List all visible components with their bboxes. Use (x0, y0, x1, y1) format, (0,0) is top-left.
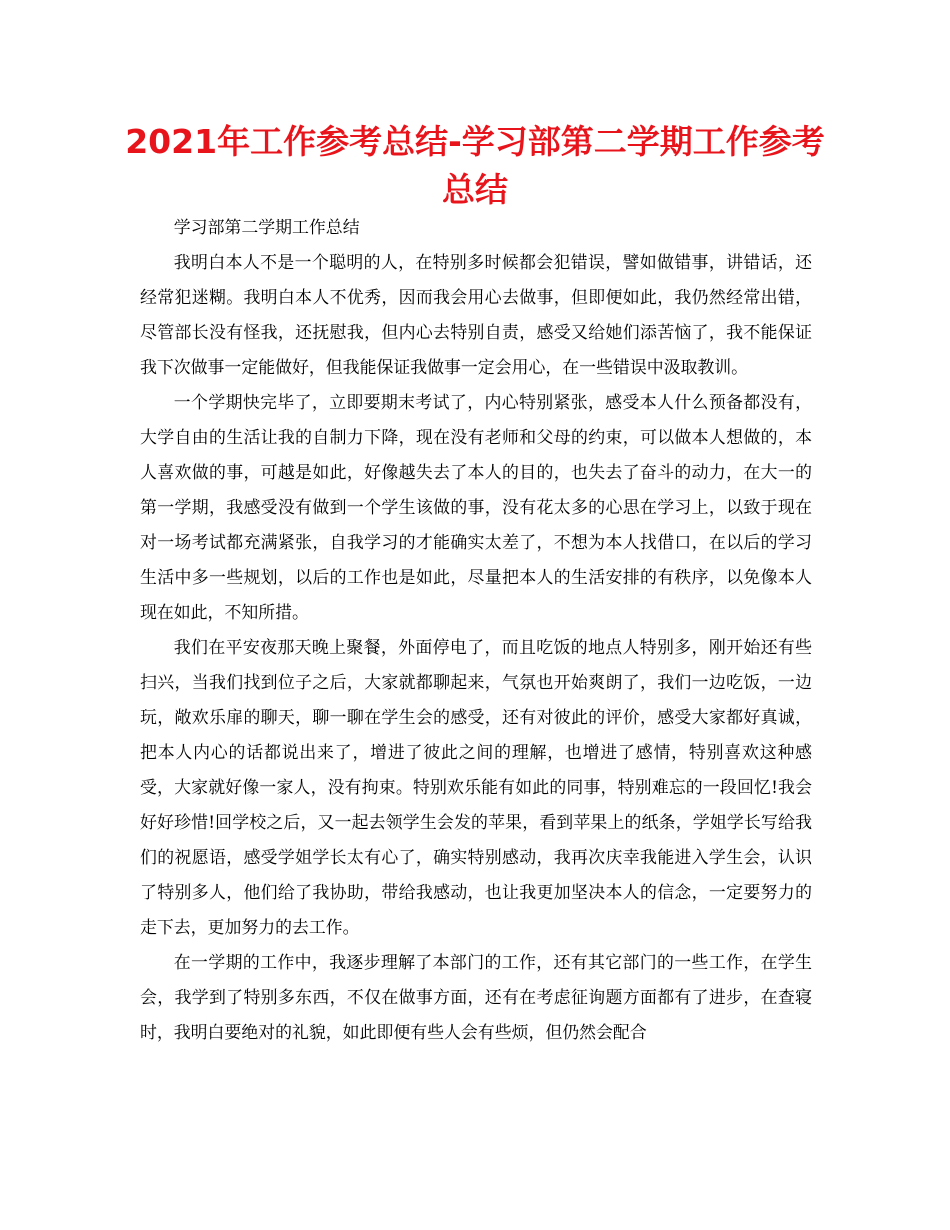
document-body (140, 210, 812, 1050)
paragraph-subtitle: 学习部第二学期工作总结 (173, 217, 360, 237)
paragraph-1: 我明白本人不是一个聪明的人，在特别多时候都会犯错误，譬如做错事，讲错话，还经常犯迷糊。我明白本人不优秀，因而我会用心去做事，但即便如此，我仍然经常出错，尽管部长没有怪我，还抚慰我，但内心去特别自责，感受又给她们添苦恼了，我不能保证我下次做事一定能做好，但我能保证我做事一定会用心，在一些错误中汲取教训。 (140, 252, 812, 377)
paragraph-4: 在一学期的工作中，我逐步理解了本部门的工作，还有其它部门的一些工作，在学生会，我学到了特别多东西，不仅在做事方面，还有在考虑征询题方面都有了进步，在查寝时，我明白要绝对的礼貌，如此即便有些人会有些烦，但仍然会配合 (140, 952, 812, 1042)
paragraph-2: 一个学期快完毕了，立即要期末考试了，内心特别紧张，感受本人什么预备都没有，大学自由的生活让我的自制力下降，现在没有老师和父母的约束，可以做本人想做的，本人喜欢做的事，可越是如此，好像越失去了本人的目的，也失去了奋斗的动力，在大一的第一学期，我感受没有做到一个学生该做的事，没有花太多的心思在学习上，以致于现在对一场考试都充满紧张，自我学习的才能确实太差了，不想为本人找借口，在以后的学习生活中多一些规划，以后的工作也是如此，尽量把本人的生活安排的有秩序，以免像本人现在如此，不知所措。 (140, 392, 812, 622)
paragraph-3: 我们在平安夜那天晚上聚餐，外面停电了，而且吃饭的地点人特别多，刚开始还有些扫兴，当我们找到位子之后，大家就都聊起来，气氛也开始爽朗了，我们一边吃饭，一边玩，敞欢乐扉的聊天，聊一聊在学生会的感受，还有对彼此的评价，感受大家都好真诚，把本人内心的话都说出来了，增进了彼此之间的理解，也增进了感情，特别喜欢这种感受，大家就好像一家人，没有拘束。特别欢乐能有如此的同事，特别难忘的一段回忆!我会好好珍惜!回学校之后，又一起去领学生会发的苹果，看到苹果上的纸条，学姐学长写给我们的祝愿语，感受学姐学长太有心了，确实特别感动，我再次庆幸我能进入学生会，认识了特别多人，他们给了我协助，带给我感动，也让我更加坚决本人的信念，一定要努力的走下去，更加努力的去工作。 (140, 637, 812, 937)
document-title: 2021年工作参考总结-学习部第二学期工作参考总结 (125, 122, 825, 209)
